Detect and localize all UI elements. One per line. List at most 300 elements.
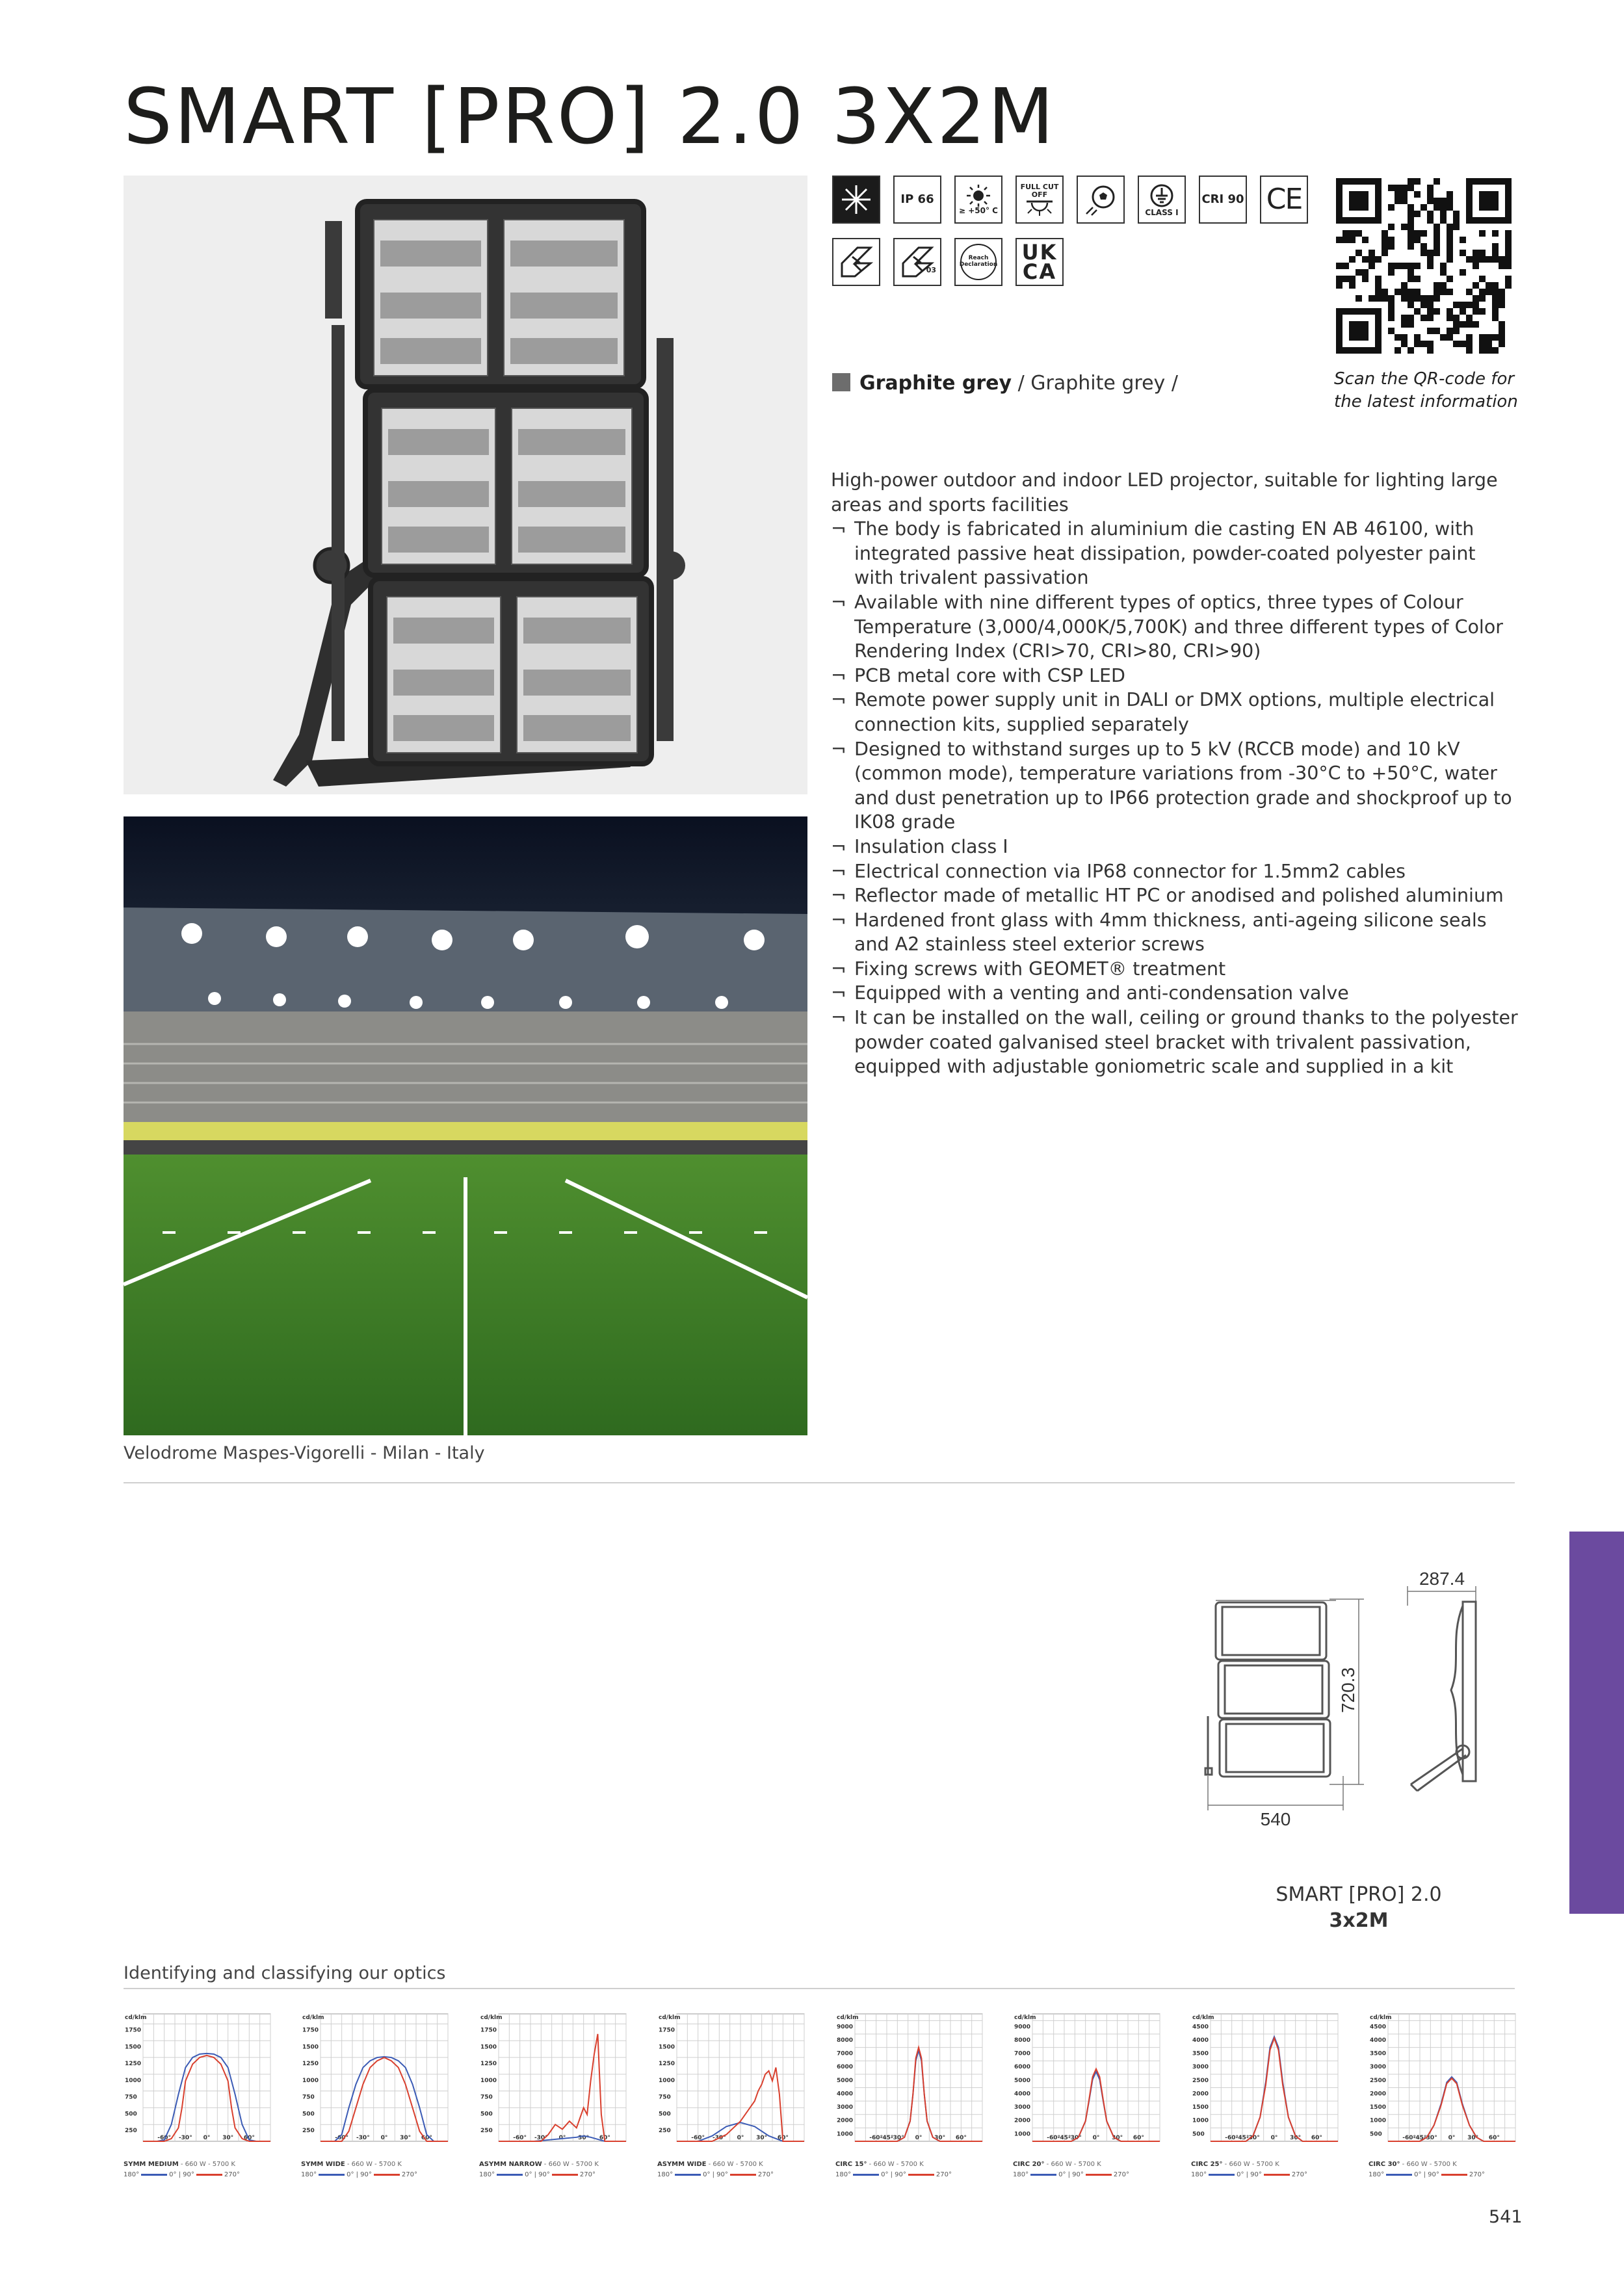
- qr-module: [1499, 302, 1505, 308]
- qr-module: [1401, 321, 1408, 328]
- qr-module: [1427, 250, 1434, 256]
- qr-finder: [1479, 191, 1499, 211]
- optic-chart-legend: [835, 2171, 1004, 2178]
- qr-module: [1388, 243, 1395, 250]
- optic-chart-caption: [124, 2161, 293, 2168]
- qr-module: [1440, 269, 1447, 276]
- chart-y-tick: 1000: [837, 2131, 854, 2138]
- qr-module: [1349, 230, 1356, 237]
- qr-module: [1427, 217, 1434, 224]
- qr-module: [1369, 295, 1375, 302]
- chart-x-tick: -45°: [880, 2135, 894, 2141]
- qr-module: [1421, 315, 1427, 321]
- qr-module: [1505, 276, 1512, 282]
- ce-mark-icon: CE: [1260, 176, 1308, 224]
- qr-module: [1473, 256, 1479, 263]
- qr-module: [1447, 237, 1453, 243]
- chart-y-tick: 500: [302, 2111, 315, 2118]
- qr-module: [1492, 308, 1499, 315]
- height-dimension: 720.3: [1338, 1667, 1358, 1714]
- qr-module: [1479, 289, 1486, 295]
- qr-module: [1336, 237, 1342, 243]
- optic-chart-caption: [835, 2161, 1004, 2168]
- qr-module: [1362, 269, 1369, 276]
- chart-x-tick: 60°: [1488, 2135, 1500, 2141]
- qr-module: [1408, 269, 1414, 276]
- qr-module: [1408, 276, 1414, 282]
- qr-module: [1486, 341, 1492, 347]
- chart-y-tick: 1000: [1014, 2131, 1031, 2138]
- chart-x-tick: -30°: [178, 2135, 192, 2141]
- qr-module: [1473, 295, 1479, 302]
- chart-x-tick: 60°: [777, 2135, 789, 2141]
- qr-module: [1453, 217, 1460, 224]
- qr-module: [1408, 230, 1414, 237]
- qr-module: [1369, 250, 1375, 256]
- qr-module: [1375, 276, 1382, 282]
- chart-x-tick: 30°: [222, 2135, 234, 2141]
- chart-y-tick: 2000: [1370, 2091, 1387, 2098]
- qr-module: [1486, 256, 1492, 263]
- qr-module: [1388, 224, 1395, 230]
- optic-chart-title: SYMM MEDIUM: [124, 2161, 179, 2168]
- chart-y-unit: cd/klm: [1014, 2015, 1036, 2021]
- chart-x-tick: -60°: [157, 2135, 172, 2141]
- feature-item: ¬ Electrical connection via IP68 connector for 1.5mm2 cables: [831, 859, 1520, 884]
- optic-chart-plot: [657, 2010, 807, 2159]
- qr-module: [1375, 289, 1382, 295]
- qr-module: [1460, 237, 1466, 243]
- page-title: SMART [PRO] 2.0 3X2M: [124, 72, 1056, 161]
- chart-x-tick: -45°: [1057, 2135, 1071, 2141]
- optic-chart-subtitle: - 660 W - 5700 K: [867, 2161, 924, 2168]
- feature-item: ¬ Equipped with a venting and anti-condensation valve: [831, 981, 1520, 1006]
- chart-x-tick: 0°: [737, 2135, 744, 2141]
- qr-module: [1414, 237, 1421, 243]
- product-photo: [124, 176, 807, 794]
- optic-chart-plot: [301, 2010, 451, 2159]
- qr-module: [1427, 328, 1434, 334]
- legend-swatch-blue: [675, 2174, 701, 2176]
- optic-chart-caption: [657, 2161, 826, 2168]
- chart-y-tick: 6000: [837, 2064, 854, 2071]
- qr-module: [1479, 295, 1486, 302]
- qr-module: [1453, 315, 1460, 321]
- cri90-icon: CRI 90: [1199, 176, 1247, 224]
- chart-y-tick: 3500: [1192, 2050, 1209, 2057]
- photo-caption: Velodrome Maspes-Vigorelli - Milan - Italy: [124, 1443, 485, 1463]
- optic-chart-plot: [124, 2010, 273, 2159]
- ukca-mark-icon: UK CA: [1015, 238, 1064, 286]
- qr-module: [1427, 302, 1434, 308]
- qr-module: [1499, 263, 1505, 269]
- qr-module: [1388, 308, 1395, 315]
- qr-module: [1453, 302, 1460, 308]
- qr-module: [1447, 224, 1453, 230]
- chart-x-tick: 0°: [380, 2135, 388, 2141]
- legend-swatch-red: [730, 2174, 756, 2176]
- qr-module: [1434, 237, 1440, 243]
- qr-module: [1447, 289, 1453, 295]
- qr-module: [1434, 178, 1440, 185]
- qr-module: [1388, 204, 1395, 211]
- chart-x-tick: 30°: [578, 2135, 590, 2141]
- chart-x-tick: 60°: [599, 2135, 610, 2141]
- chart-y-tick: 1000: [1370, 2117, 1387, 2124]
- qr-module: [1427, 185, 1434, 191]
- qr-module: [1408, 347, 1414, 354]
- page-number: 541: [1489, 2207, 1523, 2227]
- legend-swatch-blue: [1209, 2174, 1235, 2176]
- feature-item: ¬ Insulation class I: [831, 835, 1520, 859]
- optic-chart-title: ASYMM WIDE: [657, 2161, 707, 2168]
- optic-chart-plot: [1369, 2010, 1518, 2159]
- chart-x-tick: -60°: [1225, 2135, 1239, 2141]
- optic-chart-subtitle: - 660 W - 5700 K: [542, 2161, 599, 2168]
- optic-chart-legend: [1191, 2171, 1360, 2178]
- qr-module: [1434, 198, 1440, 204]
- legend-label: 0° | 90°: [1414, 2171, 1439, 2178]
- optic-chart: [479, 2010, 629, 2193]
- qr-module: [1349, 237, 1356, 243]
- chart-y-tick: 2000: [1014, 2117, 1031, 2124]
- legend-label: 270°: [936, 2171, 952, 2178]
- chart-y-tick: 500: [480, 2111, 493, 2118]
- qr-module: [1440, 211, 1447, 217]
- qr-module: [1492, 243, 1499, 250]
- chart-y-tick: 7000: [1014, 2050, 1031, 2057]
- qr-module: [1492, 230, 1499, 237]
- feature-item: ¬ Available with nine different types of optics, three types of Colour Temperature (3,000/4,000K/5,700K) and three different types of Color Rendering Index (CRI>70, CRI>80, CRI>90): [831, 590, 1520, 664]
- qr-module: [1499, 328, 1505, 334]
- chart-y-tick: 250: [480, 2128, 493, 2135]
- legend-label: 270°: [1113, 2171, 1130, 2178]
- qr-module: [1473, 250, 1479, 256]
- qr-module: [1499, 295, 1505, 302]
- chart-y-tick: 1000: [659, 2077, 675, 2084]
- qr-module: [1473, 302, 1479, 308]
- qr-module: [1447, 191, 1453, 198]
- qr-module: [1460, 341, 1466, 347]
- dimension-caption: [1261, 1882, 1456, 1934]
- optic-chart-title: SYMM WIDE: [301, 2161, 345, 2168]
- legend-label: 270°: [757, 2171, 774, 2178]
- qr-module: [1401, 289, 1408, 295]
- legend-label: 0° | 90°: [1237, 2171, 1262, 2178]
- chart-y-tick: 4500: [1370, 2024, 1387, 2031]
- stadium-photo: [124, 816, 807, 1435]
- qr-module: [1388, 269, 1395, 276]
- qr-module: [1479, 250, 1486, 256]
- qr-module: [1473, 321, 1479, 328]
- qr-module: [1453, 328, 1460, 334]
- chart-x-tick: 0°: [203, 2135, 211, 2141]
- chart-y-tick: 1750: [659, 2027, 675, 2034]
- qr-module: [1349, 276, 1356, 282]
- chart-y-unit: cd/klm: [837, 2015, 859, 2021]
- qr-module: [1408, 243, 1414, 250]
- legend-swatch-red: [908, 2174, 934, 2176]
- chart-x-tick: -60°: [513, 2135, 527, 2141]
- legend-label: 0° | 90°: [881, 2171, 906, 2178]
- qr-module: [1414, 289, 1421, 295]
- qr-module: [1466, 289, 1473, 295]
- chart-y-tick: 1500: [1370, 2104, 1387, 2111]
- legend-label: 270°: [224, 2171, 241, 2178]
- qr-module: [1492, 302, 1499, 308]
- legend-swatch-red: [1441, 2174, 1467, 2176]
- legend-label: 180°: [1369, 2171, 1385, 2178]
- qr-module: [1382, 243, 1388, 250]
- qr-module: [1408, 185, 1414, 191]
- legend-label: 0° | 90°: [703, 2171, 728, 2178]
- qr-module: [1427, 315, 1434, 321]
- section-side-tab: [1569, 1532, 1624, 1914]
- dimension-caption-model: SMART [PRO] 2.0: [1276, 1883, 1442, 1906]
- chart-x-tick: -30°: [1423, 2135, 1437, 2141]
- legend-label: 0° | 90°: [347, 2171, 372, 2178]
- qr-module: [1421, 250, 1427, 256]
- qr-module: [1395, 334, 1401, 341]
- qr-module: [1401, 295, 1408, 302]
- qr-module: [1466, 321, 1473, 328]
- surge-protection-icon: [832, 238, 880, 286]
- qr-module: [1447, 198, 1453, 204]
- qr-module: [1382, 289, 1388, 295]
- chart-y-tick: 5000: [837, 2077, 854, 2084]
- optic-chart-legend: [1369, 2171, 1538, 2178]
- legend-label: 180°: [124, 2171, 140, 2178]
- legend-label: 180°: [301, 2171, 317, 2178]
- chart-y-tick: 1250: [302, 2061, 319, 2068]
- feature-item: ¬ Designed to withstand surges up to 5 kV (RCCB mode) and 10 kV (common mode), temperature variations from -30°C to +50°C, water and dust penetration up to IP66 protection grade and shockproof up to IK08 grade: [831, 737, 1520, 835]
- qr-module: [1492, 282, 1499, 289]
- chart-y-tick: 9000: [837, 2024, 854, 2031]
- qr-module: [1447, 250, 1453, 256]
- qr-module: [1466, 256, 1473, 263]
- legend-swatch-blue: [497, 2174, 523, 2176]
- qr-module: [1414, 276, 1421, 282]
- qr-module: [1408, 263, 1414, 269]
- qr-module: [1421, 204, 1427, 211]
- qr-module: [1382, 250, 1388, 256]
- feature-item: ¬ Hardened front glass with 4mm thickness, anti-ageing silicone seals and A2 stainless steel exterior screws: [831, 908, 1520, 957]
- optic-chart: [1191, 2010, 1341, 2193]
- qr-module: [1434, 289, 1440, 295]
- qr-caption: [1334, 368, 1518, 413]
- qr-module: [1473, 308, 1479, 315]
- qr-module: [1447, 230, 1453, 237]
- chart-y-tick: 500: [1370, 2131, 1382, 2138]
- qr-module: [1486, 282, 1492, 289]
- chart-y-tick: 8000: [837, 2037, 854, 2044]
- qr-module: [1408, 321, 1414, 328]
- qr-module: [1505, 243, 1512, 250]
- chart-y-tick: 500: [1192, 2131, 1205, 2138]
- chart-x-tick: -60°: [1402, 2135, 1417, 2141]
- qr-module: [1427, 191, 1434, 198]
- qr-module: [1369, 256, 1375, 263]
- chart-x-tick: 30°: [1467, 2135, 1479, 2141]
- chart-y-tick: 750: [659, 2094, 671, 2101]
- chart-y-tick: 1250: [480, 2061, 497, 2068]
- qr-module: [1414, 308, 1421, 315]
- chart-y-tick: 750: [480, 2094, 493, 2101]
- qr-module: [1427, 295, 1434, 302]
- qr-module: [1492, 334, 1499, 341]
- full-cut-off-icon: FULL CUT OFF: [1015, 176, 1064, 224]
- chart-y-tick: 7000: [837, 2050, 854, 2057]
- chart-y-unit: cd/klm: [480, 2015, 503, 2021]
- optic-chart-legend: [657, 2171, 826, 2178]
- optic-chart-legend: [124, 2171, 293, 2178]
- legend-swatch-blue: [1030, 2174, 1056, 2176]
- qr-module: [1466, 302, 1473, 308]
- qr-module: [1492, 315, 1499, 321]
- legend-swatch-red: [374, 2174, 400, 2176]
- chart-y-tick: 1500: [302, 2044, 319, 2051]
- qr-module: [1427, 308, 1434, 315]
- qr-module: [1342, 276, 1349, 282]
- qr-module: [1401, 334, 1408, 341]
- qr-module: [1447, 276, 1453, 282]
- qr-module: [1440, 334, 1447, 341]
- qr-module: [1414, 263, 1421, 269]
- qr-module: [1466, 341, 1473, 347]
- qr-module: [1388, 185, 1395, 191]
- chart-x-tick: 30°: [1112, 2135, 1123, 2141]
- chart-y-tick: 2500: [1192, 2077, 1209, 2084]
- chart-y-tick: 1000: [1192, 2117, 1209, 2124]
- chart-y-tick: 2000: [837, 2117, 854, 2124]
- optic-chart-subtitle: - 660 W - 5700 K: [1044, 2161, 1101, 2168]
- legend-label: 270°: [1469, 2171, 1486, 2178]
- legend-swatch-red: [552, 2174, 578, 2176]
- qr-module: [1356, 250, 1362, 256]
- qr-caption-line-1: Scan the QR-code for: [1334, 369, 1515, 389]
- qr-module: [1408, 211, 1414, 217]
- optic-chart-title: CIRC 15°: [835, 2161, 867, 2168]
- chart-y-tick: 6000: [1014, 2064, 1031, 2071]
- optic-chart-title: CIRC 25°: [1191, 2161, 1223, 2168]
- qr-module: [1336, 263, 1342, 269]
- qr-module: [1479, 334, 1486, 341]
- qr-module: [1492, 250, 1499, 256]
- chart-y-tick: 1500: [1192, 2104, 1209, 2111]
- qr-module: [1466, 334, 1473, 341]
- optic-chart-plot: [1013, 2010, 1162, 2159]
- chart-x-tick: 0°: [1270, 2135, 1278, 2141]
- legend-label: 0° | 90°: [1058, 2171, 1084, 2178]
- qr-module: [1427, 347, 1434, 354]
- qr-module: [1486, 347, 1492, 354]
- qr-module: [1408, 295, 1414, 302]
- qr-module: [1479, 341, 1486, 347]
- chart-y-tick: 1000: [125, 2077, 142, 2084]
- optic-chart: [301, 2010, 451, 2193]
- qr-module: [1395, 263, 1401, 269]
- qr-module: [1414, 334, 1421, 341]
- qr-module: [1505, 263, 1512, 269]
- feature-item: ¬ Reflector made of metallic HT PC or anodised and polished aluminium: [831, 883, 1520, 908]
- chart-y-tick: 500: [659, 2111, 671, 2118]
- chart-y-tick: 9000: [1014, 2024, 1031, 2031]
- qr-module: [1447, 204, 1453, 211]
- chart-y-tick: 4000: [1014, 2091, 1031, 2098]
- qr-module: [1440, 289, 1447, 295]
- qr-module: [1342, 230, 1349, 237]
- chart-x-tick: 0°: [1092, 2135, 1100, 2141]
- qr-module: [1460, 321, 1466, 328]
- qr-module: [1427, 341, 1434, 347]
- optic-chart-subtitle: - 660 W - 5700 K: [1222, 2161, 1279, 2168]
- qr-module: [1479, 256, 1486, 263]
- width-dimension: 540: [1260, 1809, 1291, 1829]
- legend-label: 180°: [1191, 2171, 1207, 2178]
- qr-module: [1453, 224, 1460, 230]
- qr-module: [1453, 321, 1460, 328]
- chart-x-tick: -30°: [356, 2135, 370, 2141]
- qr-module: [1434, 282, 1440, 289]
- qr-module: [1447, 243, 1453, 250]
- surge-protection-2-icon: 03: [893, 238, 941, 286]
- qr-module: [1499, 256, 1505, 263]
- optic-chart-legend: [301, 2171, 470, 2178]
- chart-y-tick: 250: [659, 2128, 671, 2135]
- chart-y-tick: 750: [125, 2094, 137, 2101]
- color-swatch: [832, 373, 850, 391]
- chart-y-tick: 3500: [1370, 2050, 1387, 2057]
- chart-y-tick: 5000: [1014, 2077, 1031, 2084]
- qr-module: [1401, 315, 1408, 321]
- feature-item: ¬ The body is fabricated in aluminium die casting EN AB 46100, with integrated passive heat dissipation, powder-coated polyester paint with trivalent passivation: [831, 517, 1520, 590]
- qr-module: [1336, 282, 1342, 289]
- chart-y-tick: 2000: [1192, 2091, 1209, 2098]
- chart-x-tick: 0°: [558, 2135, 566, 2141]
- optic-chart: [835, 2010, 985, 2193]
- chart-y-unit: cd/klm: [659, 2015, 681, 2021]
- ip66-icon: IP 66: [893, 176, 941, 224]
- qr-code[interactable]: [1333, 176, 1515, 356]
- optic-chart-title: ASYMM NARROW: [479, 2161, 542, 2168]
- optic-chart: [1013, 2010, 1162, 2193]
- qr-module: [1460, 302, 1466, 308]
- qr-module: [1388, 315, 1395, 321]
- legend-label: 180°: [1013, 2171, 1029, 2178]
- chart-y-unit: cd/klm: [302, 2015, 324, 2021]
- optic-chart: [657, 2010, 807, 2193]
- qr-module: [1382, 295, 1388, 302]
- qr-module: [1492, 347, 1499, 354]
- chart-x-tick: -30°: [1067, 2135, 1082, 2141]
- chart-x-tick: -60°: [335, 2135, 349, 2141]
- qr-module: [1395, 185, 1401, 191]
- qr-module: [1395, 198, 1401, 204]
- optic-chart-legend: [1013, 2171, 1182, 2178]
- chart-y-tick: 8000: [1014, 2037, 1031, 2044]
- legend-swatch-red: [1264, 2174, 1290, 2176]
- qr-module: [1356, 269, 1362, 276]
- chart-y-tick: 250: [302, 2128, 315, 2135]
- optic-chart-legend: [479, 2171, 648, 2178]
- optic-chart-plot: [835, 2010, 985, 2159]
- qr-module: [1421, 302, 1427, 308]
- qr-module: [1395, 347, 1401, 354]
- qr-module: [1401, 185, 1408, 191]
- optic-chart-plot: [479, 2010, 629, 2159]
- chart-x-tick: 0°: [1448, 2135, 1456, 2141]
- legend-label: 270°: [401, 2171, 418, 2178]
